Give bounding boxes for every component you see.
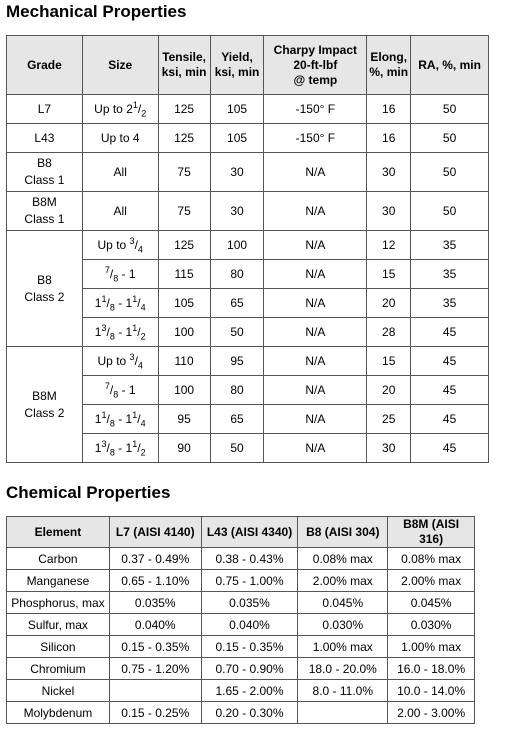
element-cell: Nickel (7, 680, 110, 702)
value-cell: 0.040% (109, 614, 201, 636)
charpy-cell: N/A (264, 153, 367, 192)
chemical-table-body (7, 548, 475, 724)
charpy-cell: N/A (264, 260, 367, 289)
table-row (7, 95, 489, 124)
ra-cell: 35 (411, 289, 489, 318)
elong-cell: 15 (367, 260, 411, 289)
value-cell: 0.035% (201, 592, 298, 614)
charpy-cell: N/A (264, 376, 367, 405)
value-cell: 1.00% max (298, 636, 388, 658)
tensile-cell: 75 (158, 153, 210, 192)
value-cell: 0.20 - 0.30% (201, 702, 298, 724)
table-header-row (7, 517, 475, 548)
yield-cell: 30 (210, 153, 264, 192)
value-cell: 2.00 - 3.00% (388, 702, 475, 724)
charpy-cell: -150° F (264, 124, 367, 153)
yield-cell: 100 (210, 231, 264, 260)
tensile-cell: 75 (158, 192, 210, 231)
value-cell: 2.00% max (298, 570, 388, 592)
tensile-cell: 115 (158, 260, 210, 289)
table-row (7, 124, 489, 153)
element-cell: Molybdenum (7, 702, 110, 724)
size-cell: $^7/_8 - 1$ (82, 260, 158, 289)
yield-cell: 30 (210, 192, 264, 231)
chem-header-0: Element (7, 517, 110, 548)
elong-cell: 16 (367, 95, 411, 124)
charpy-cell: N/A (264, 405, 367, 434)
table-row (7, 702, 475, 724)
value-cell: 1.65 - 2.00% (201, 680, 298, 702)
header-yield: Yield, ksi, min (210, 36, 264, 95)
charpy-cell: N/A (264, 192, 367, 231)
header-charpy: Charpy Impact 20-ft-lbf @ temp (264, 36, 367, 95)
grade-cell: B8M Class 1 (7, 192, 83, 231)
mechanical-properties-title: Mechanical Properties (6, 2, 187, 21)
table-row (7, 636, 475, 658)
table-row (7, 680, 475, 702)
yield-cell: 95 (210, 347, 264, 376)
size-cell: $1^1/_8 - 1^1/_4$ (82, 289, 158, 318)
value-cell (298, 702, 388, 724)
table-row (7, 570, 475, 592)
size-cell: $1^1/_8 - 1^1/_4$ (82, 405, 158, 434)
yield-cell: 80 (210, 376, 264, 405)
table-row (7, 548, 475, 570)
elong-cell: 16 (367, 124, 411, 153)
header-elong: Elong, %, min (367, 36, 411, 95)
elong-cell: 25 (367, 405, 411, 434)
tensile-cell: 105 (158, 289, 210, 318)
table-row (7, 658, 475, 680)
size-cell: $1^3/_8 - 1^1/_2$ (82, 318, 158, 347)
charpy-cell: N/A (264, 318, 367, 347)
element-cell: Manganese (7, 570, 110, 592)
ra-cell: 50 (411, 192, 489, 231)
element-cell: Silicon (7, 636, 110, 658)
header-grade: Grade (7, 36, 83, 95)
yield-cell: 50 (210, 318, 264, 347)
chem-header-2: L43 (AISI 4340) (201, 517, 298, 548)
chemical-properties-table (6, 516, 475, 724)
value-cell: 16.0 - 18.0% (388, 658, 475, 680)
elong-cell: 30 (367, 192, 411, 231)
charpy-cell: N/A (264, 434, 367, 463)
value-cell: 8.0 - 11.0% (298, 680, 388, 702)
table-row (7, 231, 489, 260)
elong-cell: 20 (367, 376, 411, 405)
ra-cell: 45 (411, 347, 489, 376)
value-cell: 0.37 - 0.49% (109, 548, 201, 570)
value-cell: 10.0 - 14.0% (388, 680, 475, 702)
chem-header-1: L7 (AISI 4140) (109, 517, 201, 548)
chem-header-4: B8M (AISI 316) (388, 517, 475, 548)
header-tensile: Tensile, ksi, min (158, 36, 210, 95)
charpy-cell: N/A (264, 289, 367, 318)
ra-cell: 35 (411, 260, 489, 289)
chemical-properties-title: Chemical Properties (6, 483, 171, 502)
chem-header-3: B8 (AISI 304) (298, 517, 388, 548)
ra-cell: 50 (411, 153, 489, 192)
grade-cell: B8M Class 2 (7, 347, 83, 463)
size-cell: $^7/_8 - 1$ (82, 376, 158, 405)
value-cell: 0.65 - 1.10% (109, 570, 201, 592)
element-cell: Chromium (7, 658, 110, 680)
size-cell: Up to 4 (82, 124, 158, 153)
grade-cell: L43 (7, 124, 83, 153)
tensile-cell: 90 (158, 434, 210, 463)
value-cell (109, 680, 201, 702)
value-cell: 0.08% max (298, 548, 388, 570)
table-row (7, 347, 489, 376)
yield-cell: 65 (210, 405, 264, 434)
charpy-cell: N/A (264, 347, 367, 376)
elong-cell: 28 (367, 318, 411, 347)
tensile-cell: 125 (158, 231, 210, 260)
value-cell: 0.040% (201, 614, 298, 636)
table-header-row (7, 36, 489, 95)
size-cell: Up to $^3/_4$ (82, 347, 158, 376)
b8-class2-group (7, 231, 489, 347)
tensile-cell: 110 (158, 347, 210, 376)
grade-cell: B8 Class 2 (7, 231, 83, 347)
yield-cell: 80 (210, 260, 264, 289)
value-cell: 18.0 - 20.0% (298, 658, 388, 680)
grade-cell: L7 (7, 95, 83, 124)
value-cell: 0.75 - 1.00% (201, 570, 298, 592)
elong-cell: 15 (367, 347, 411, 376)
element-cell: Sulfur, max (7, 614, 110, 636)
table-row (7, 153, 489, 192)
value-cell: 0.045% (298, 592, 388, 614)
value-cell: 0.38 - 0.43% (201, 548, 298, 570)
ra-cell: 50 (411, 95, 489, 124)
ra-cell: 45 (411, 376, 489, 405)
ra-cell: 35 (411, 231, 489, 260)
size-cell: $1^3/_8 - 1^1/_2$ (82, 434, 158, 463)
tensile-cell: 100 (158, 318, 210, 347)
value-cell: 0.15 - 0.35% (201, 636, 298, 658)
tensile-cell: 100 (158, 376, 210, 405)
element-cell: Carbon (7, 548, 110, 570)
elong-cell: 20 (367, 289, 411, 318)
ra-cell: 45 (411, 434, 489, 463)
value-cell: 0.035% (109, 592, 201, 614)
tensile-cell: 125 (158, 95, 210, 124)
table-row (7, 614, 475, 636)
ra-cell: 45 (411, 405, 489, 434)
table-row (7, 192, 489, 231)
table-row (7, 592, 475, 614)
header-size: Size (82, 36, 158, 95)
mechanical-properties-table (6, 35, 489, 463)
value-cell: 2.00% max (388, 570, 475, 592)
value-cell: 1.00% max (388, 636, 475, 658)
ra-cell: 50 (411, 124, 489, 153)
size-cell: Up to $^3/_4$ (82, 231, 158, 260)
value-cell: 0.75 - 1.20% (109, 658, 201, 680)
charpy-cell: -150° F (264, 95, 367, 124)
elong-cell: 30 (367, 434, 411, 463)
value-cell: 0.70 - 0.90% (201, 658, 298, 680)
header-ra: RA, %, min (411, 36, 489, 95)
value-cell: 0.030% (388, 614, 475, 636)
charpy-cell: N/A (264, 231, 367, 260)
elong-cell: 30 (367, 153, 411, 192)
yield-cell: 105 (210, 124, 264, 153)
size-cell: All (82, 153, 158, 192)
size-cell: Up to $2^1/_2$ (82, 95, 158, 124)
value-cell: 0.08% max (388, 548, 475, 570)
size-cell: All (82, 192, 158, 231)
tensile-cell: 125 (158, 124, 210, 153)
value-cell: 0.15 - 0.25% (109, 702, 201, 724)
tensile-cell: 95 (158, 405, 210, 434)
element-cell: Phosphorus, max (7, 592, 110, 614)
b8m-class2-group (7, 347, 489, 463)
yield-cell: 50 (210, 434, 264, 463)
ra-cell: 45 (411, 318, 489, 347)
yield-cell: 65 (210, 289, 264, 318)
elong-cell: 12 (367, 231, 411, 260)
value-cell: 0.15 - 0.35% (109, 636, 201, 658)
value-cell: 0.045% (388, 592, 475, 614)
yield-cell: 105 (210, 95, 264, 124)
value-cell: 0.030% (298, 614, 388, 636)
grade-cell: B8 Class 1 (7, 153, 83, 192)
